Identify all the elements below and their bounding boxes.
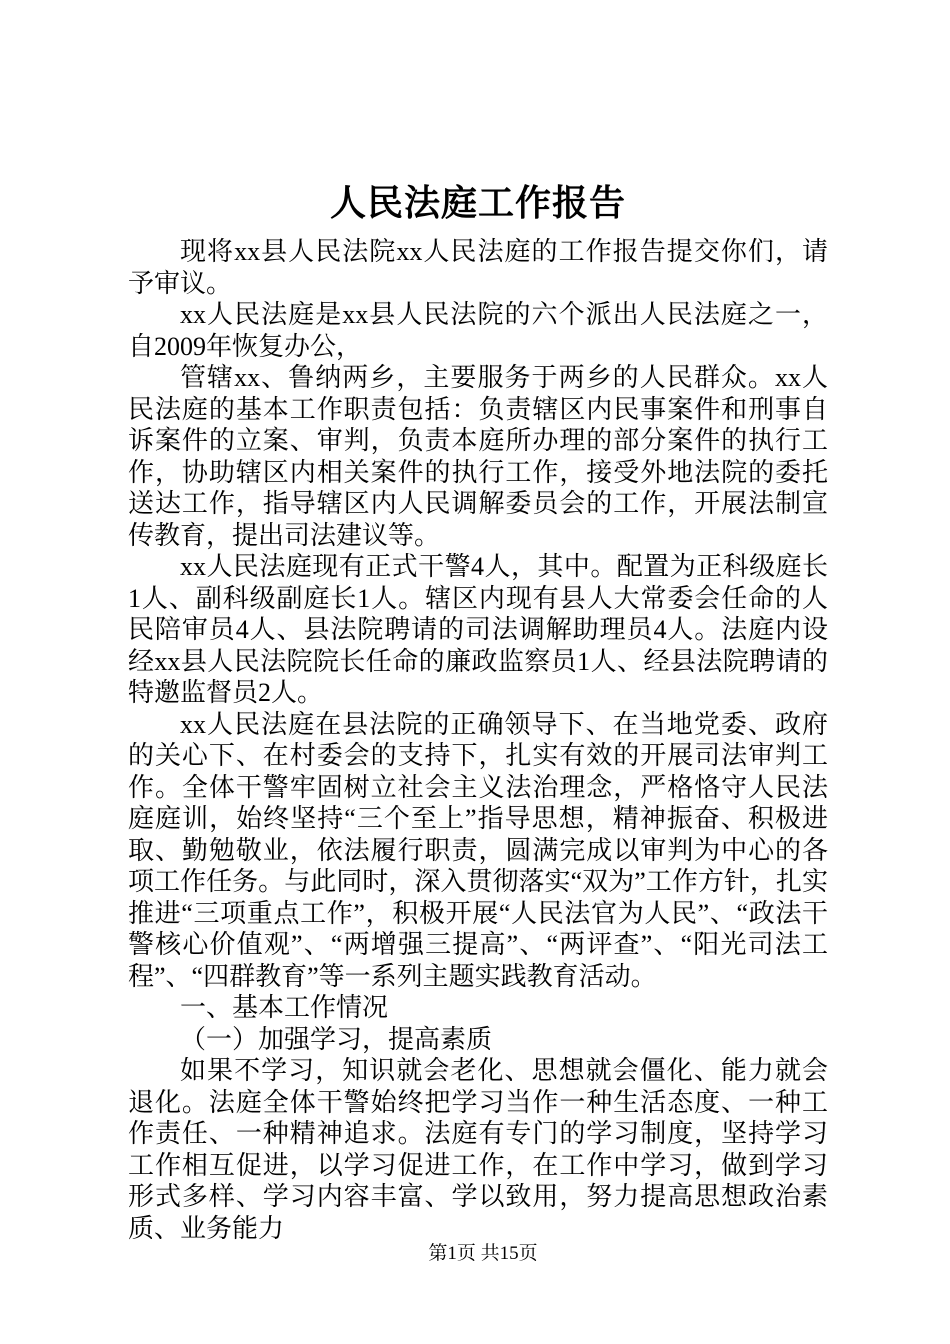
- heading-section-1: 一、基本工作情况: [180, 993, 389, 1022]
- heading-subsection-1-1: （一）加强学习，提高素质: [180, 1024, 493, 1054]
- paragraph-jurisdiction-duties: 管辖xx、鲁纳两乡，主要服务于两乡的人民群众。xx人民法庭的基本工作职责包括：负责辖区内民事案件和刑事自诉案件的立案、审判，负责本庭所办理的部分案件的执行工作，协助辖区内相关案件的执行工作，接受外地法院的委托送达工作，指导辖区内人民调解委员会的工作，开展法制宣传教育，提出司法建议等。: [128, 363, 828, 550]
- paragraph-intro: 现将xx县人民法院xx人民法庭的工作报告提交你们，请予审议。: [128, 237, 828, 298]
- paragraph-study-quality: 如果不学习，知识就会老化、思想就会僵化、能力就会退化。法庭全体干警始终把学习当作一种生活态度、一种工作责任、一种精神追求。法庭有专门的学习制度，坚持学习工作相互促进，以学习促进工作，在工作中学习，做到学习形式多样、学习内容丰富、学以致用，努力提高思想政治素质、业务能力: [128, 1056, 828, 1243]
- document-body: [128, 236, 828, 1244]
- page-footer: [128, 1242, 838, 1266]
- document-content: [128, 180, 828, 1244]
- paragraph-leadership-activities: xx人民法庭在县法院的正确领导下、在当地党委、政府的关心下、在村委会的支持下，扎实有效的开展司法审判工作。全体干警牢固树立社会主义法治理念，严格恪守人民法庭庭训，始终坚持“三个至上”指导思想，精神振奋、积极进取、勤勉敬业，依法履行职责，圆满完成以审判为中心的各项工作任务。与此同时，深入贯彻落实“双为”工作方针，扎实推进“三项重点工作”，积极开展“人民法官为人民”、“政法干警核心价值观”、“两增强三提高”、“两评查”、“阳光司法工程”、“四群教育”等一系列主题实践教育活动。: [128, 709, 828, 991]
- paragraph-staffing: xx人民法庭现有正式干警4人，其中。配置为正科级庭长1人、副科级副庭长1人。辖区内现有县人大常委会任命的人民陪审员4人、县法院聘请的司法调解助理员4人。法庭内设经xx县人民法院院长任命的廉政监察员1人、经县法院聘请的特邀监督员2人。: [128, 552, 828, 707]
- page-number-indicator: 第1页 共15页: [428, 1243, 538, 1264]
- paragraph-court-origin: xx人民法庭是xx县人民法院的六个派出人民法庭之一，自2009年恢复办公，: [128, 300, 828, 361]
- document-title: 人民法庭工作报告: [329, 183, 626, 223]
